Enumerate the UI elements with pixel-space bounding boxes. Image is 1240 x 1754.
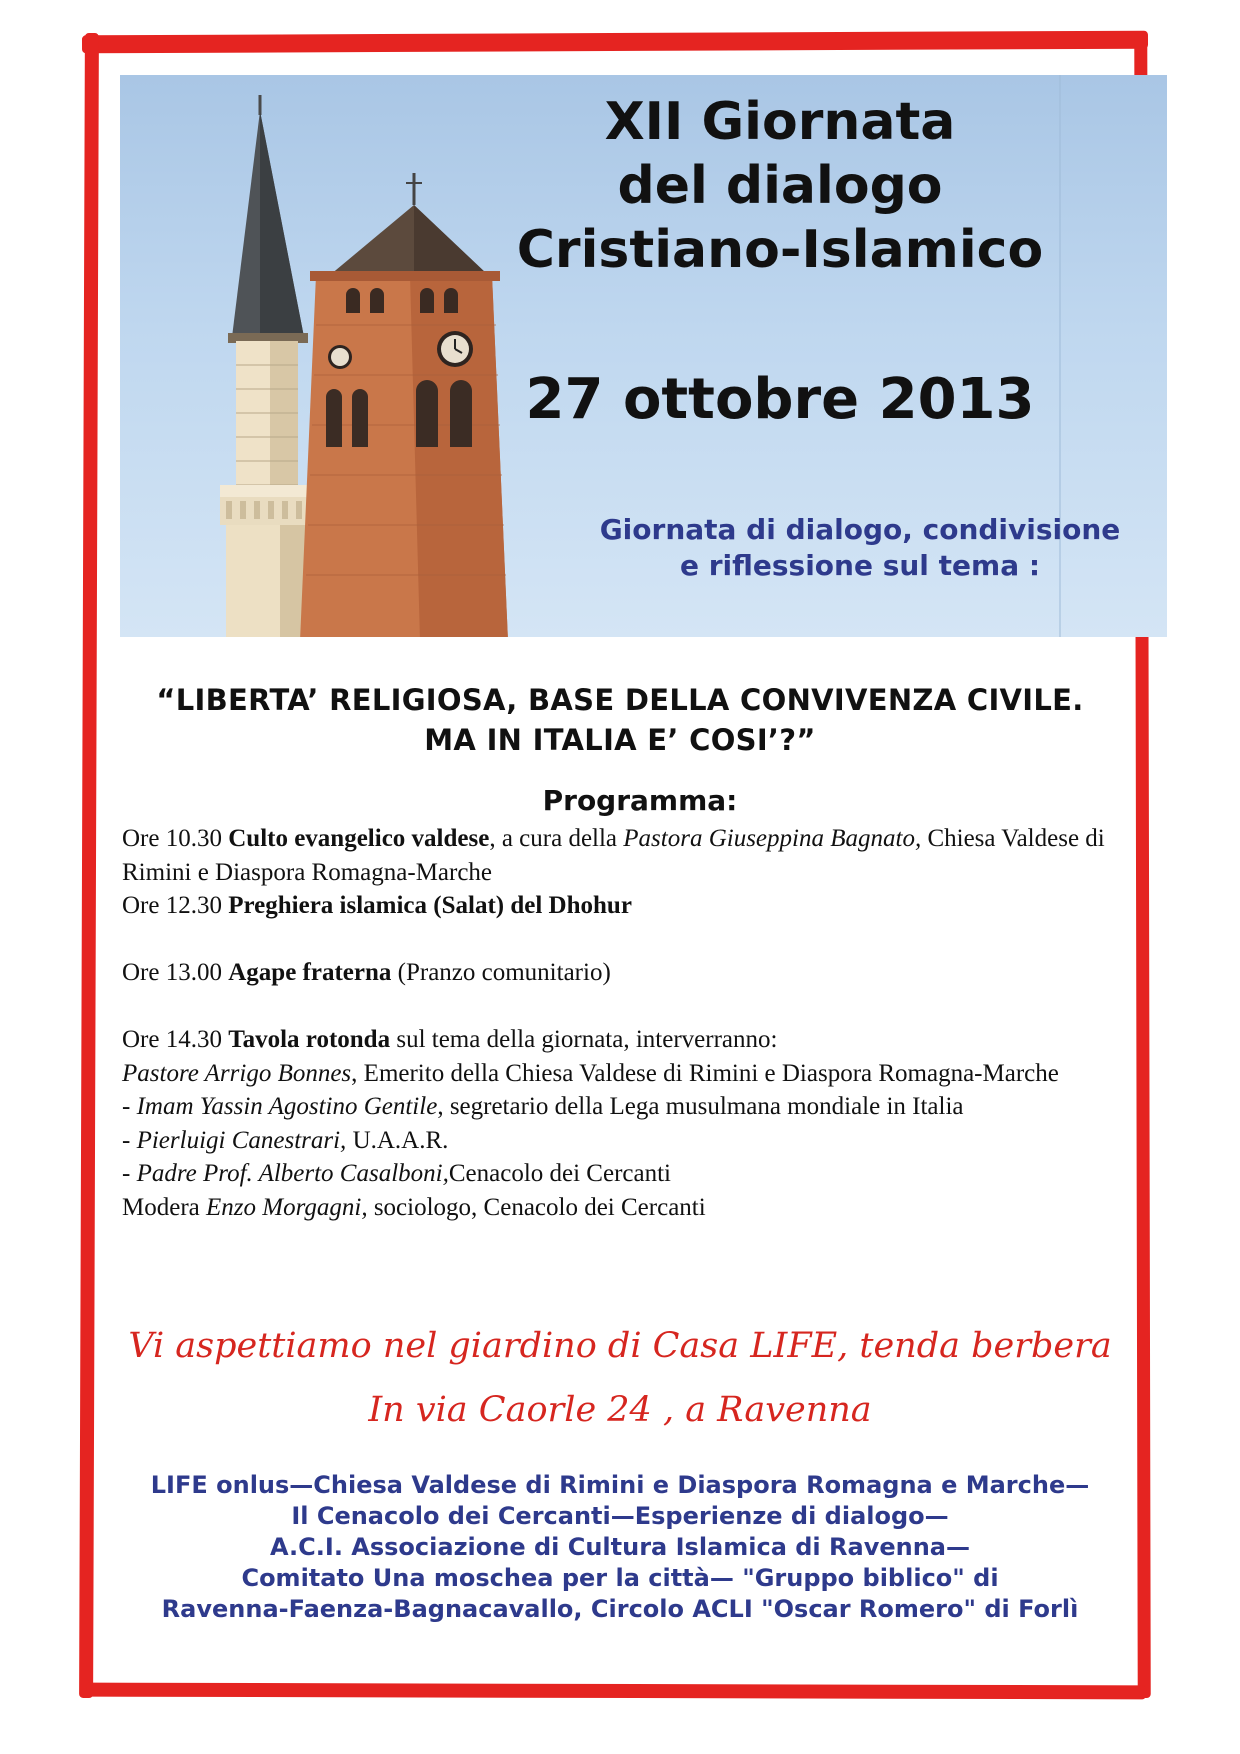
program-item-title: Agape fraterna [228,959,392,986]
program-item-text: , a cura della [489,825,624,852]
program-item-culto [122,822,1142,889]
frame-border-top [82,31,1148,54]
organizers-line-4: Comitato Una moschea per la città— "Gruppo biblico" di [241,1564,999,1592]
invite-line-2: In via Caorle 24 , a Ravenna [368,1390,872,1430]
event-title [480,90,1080,282]
program-heading: Programma: [542,784,738,817]
event-title-line-1: XII Giornata [604,92,956,152]
event-theme-line-1: “LIBERTA’ RELIGIOSA, BASE DELLA CONVIVENZA CIVILE. [156,683,1084,717]
invite-line-1: Vi aspettiamo nel giardino di Casa LIFE, tenda berbera [128,1326,1112,1366]
program-item-time: Ore 14.30 [122,1026,229,1053]
event-subtitle [560,512,1160,584]
program-item-tavola [122,1023,1142,1057]
event-title-line-2: del dialogo [617,156,943,216]
event-theme-line-2: MA IN ITALIA E’ COSI’?” [424,723,816,757]
speaker-bonnes [122,1057,1142,1091]
frame-border-bottom [86,1683,1146,1700]
moderator-morgagni [122,1191,1142,1225]
event-date: 27 ottobre 2013 [525,367,1035,432]
organizers-line-5: Ravenna-Faenza-Bagnacavallo, Circolo ACLI "Oscar Romero" di Forlì [161,1595,1079,1623]
event-subtitle-line-1: Giornata di dialogo, condivisione [599,513,1121,546]
speaker-name: Pastore Arrigo Bonnes [122,1059,352,1087]
program-item-text: (Pranzo comunitario) [391,959,611,986]
speaker-canestrari [122,1124,1142,1158]
list-dash: - [122,1126,137,1154]
organizers-line-2: Il Cenacolo dei Cercanti—Esperienze di dialogo— [291,1502,949,1530]
speaker-role: , segretario della Lega musulmana mondiale in Italia [437,1093,964,1120]
program-item-preghiera [122,889,1142,923]
program-item-text: sul tema della giornata, interverranno: [390,1026,778,1053]
speaker-role: Cenacolo dei Cercanti [448,1160,671,1187]
program-item-time: Ore 13.00 [122,959,229,986]
list-dash: - [122,1160,137,1187]
program-item-time: Ore 10.30 [122,825,229,852]
frame-border-left [79,33,99,1698]
organizers-line-1: LIFE onlus—Chiesa Valdese di Rimini e Diaspora Romagna e Marche— [150,1471,1090,1499]
speaker-role: , Emerito della Chiesa Valdese di Rimini e Diaspora Romagna-Marche [351,1059,1059,1087]
event-title-line-3: Cristiano-Islamico [516,220,1044,280]
speaker-casalboni [122,1157,1142,1191]
speaker-role: sociologo, Cenacolo dei Cercanti [367,1193,706,1221]
organizers [120,1470,1120,1625]
program-item-title: Preghiera islamica (Salat) del Dhohur [228,892,632,919]
program-item-time: Ore 12.30 [122,892,229,919]
speaker-name: Imam Yassin Agostino Gentile [136,1093,438,1120]
program-item-text: Chiesa Valdese di Rimini e Diaspora Romagna-Marche [122,825,1105,886]
speaker-gentile [122,1090,1142,1124]
program-item-person: Pastora Giuseppina Bagnato, [623,825,922,852]
program-list [122,822,1142,1224]
organizers-line-3: A.C.I. Associazione di Cultura Islamica di Ravenna— [270,1533,970,1561]
program-item-agape [122,956,1142,990]
moderator-label: Modera [122,1193,206,1221]
speaker-name: Pierluigi Canestrari, [136,1126,347,1154]
event-theme [120,680,1120,760]
speaker-role: U.A.A.R. [346,1126,449,1154]
speaker-name: Padre Prof. Alberto Casalboni, [136,1160,449,1187]
list-dash: - [122,1093,137,1120]
speaker-name: Enzo Morgagni, [206,1193,368,1221]
program-item-title: Tavola rotonda [228,1026,391,1053]
event-subtitle-line-2: e riflessione sul tema : [679,549,1041,582]
program-item-title: Culto evangelico valdese [228,825,490,852]
